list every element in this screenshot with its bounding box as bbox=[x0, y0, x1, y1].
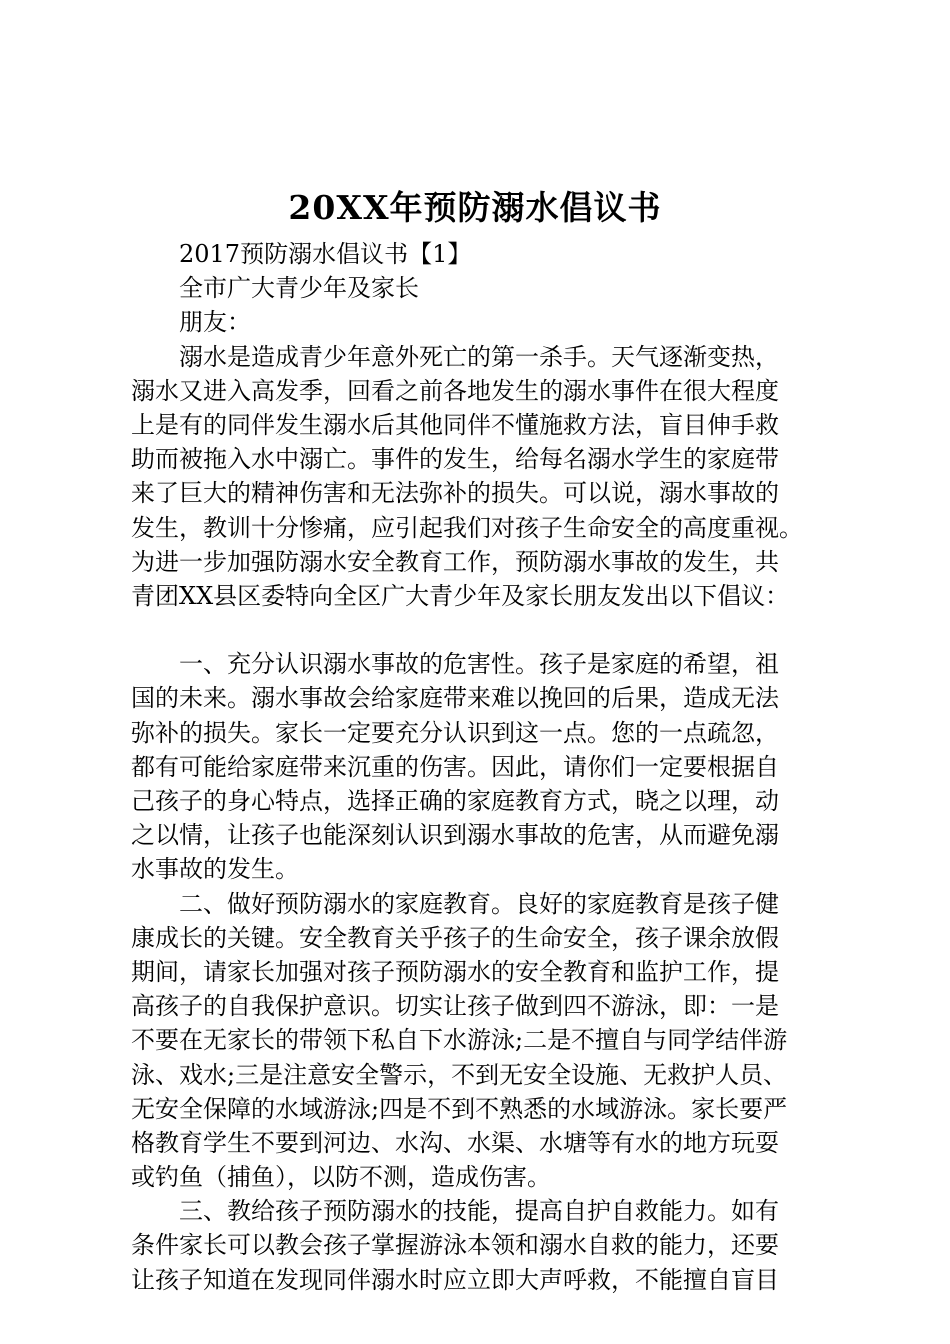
text-line: 朋友： bbox=[179, 308, 251, 337]
document-body bbox=[131, 237, 831, 1297]
text-line: 之以情，让孩子也能深刻认识到溺水事故的危害，从而避免溺 bbox=[131, 821, 779, 850]
text-line: 泳、戏水;三是注意安全警示，不到无安全设施、无救护人员、 bbox=[131, 1060, 788, 1089]
text-line: 全市广大青少年及家长 bbox=[179, 274, 419, 303]
text-line: 水事故的发生。 bbox=[131, 855, 299, 884]
text-line: 一、充分认识溺水事故的危害性。孩子是家庭的希望，祖 bbox=[179, 650, 779, 679]
text-line: 格教育学生不要到河边、水沟、水渠、水塘等有水的地方玩耍 bbox=[131, 1128, 779, 1157]
text-line: 期间，请家长加强对孩子预防溺水的安全教育和监护工作，提 bbox=[131, 957, 779, 986]
text-line: 都有可能给家庭带来沉重的伤害。因此，请你们一定要根据自 bbox=[131, 752, 779, 781]
text-line: 助而被拖入水中溺亡。事件的发生，给每名溺水学生的家庭带 bbox=[131, 445, 779, 474]
text-line: 发生，教训十分惨痛，应引起我们对孩子生命安全的高度重视。 bbox=[131, 513, 803, 542]
text-line: 溺水是造成青少年意外死亡的第一杀手。天气逐渐变热， bbox=[179, 342, 779, 371]
text-line: 二、做好预防溺水的家庭教育。良好的家庭教育是孩子健 bbox=[179, 889, 779, 918]
text-line: 己孩子的身心特点，选择正确的家庭教育方式，晓之以理，动 bbox=[131, 787, 779, 815]
text-line: 不要在无家长的带领下私自下水游泳;二是不擅自与同学结伴游 bbox=[131, 1026, 788, 1055]
text-line: 国的未来。溺水事故会给家庭带来难以挽回的后果，造成无法 bbox=[131, 684, 779, 713]
text-line: 上是有的同伴发生溺水后其他同伴不懂施救方法，盲目伸手救 bbox=[131, 410, 779, 439]
text-line: 让孩子知道在发现同伴溺水时应立即大声呼救，不能擅自盲目 bbox=[131, 1265, 779, 1294]
text-line: 2017预防溺水倡议书【1】 bbox=[179, 240, 472, 268]
text-line: 条件家长可以教会孩子掌握游泳本领和溺水自救的能力，还要 bbox=[131, 1231, 779, 1260]
document-title: 20XX年预防溺水倡议书 bbox=[288, 188, 662, 227]
text-line: 溺水又进入高发季，回看之前各地发生的溺水事件在很大程度 bbox=[131, 376, 779, 405]
text-line: 来了巨大的精神伤害和无法弥补的损失。可以说，溺水事故的 bbox=[131, 479, 779, 508]
text-line: 为进一步加强防溺水安全教育工作，预防溺水事故的发生，共 bbox=[131, 547, 779, 576]
text-line: 弥补的损失。家长一定要充分认识到这一点。您的一点疏忽， bbox=[131, 718, 779, 747]
text-line: 青团XX县区委特向全区广大青少年及家长朋友发出以下倡议： bbox=[131, 581, 790, 610]
text-line: 无安全保障的水域游泳;四是不到不熟悉的水域游泳。家长要严 bbox=[131, 1094, 788, 1123]
text-line: 或钓鱼（捕鱼），以防不测，造成伤害。 bbox=[131, 1163, 551, 1192]
text-line: 康成长的关键。安全教育关乎孩子的生命安全，孩子课余放假 bbox=[131, 923, 779, 952]
text-line: 三、教给孩子预防溺水的技能，提高自护自救能力。如有 bbox=[179, 1197, 779, 1226]
paragraph-gap bbox=[131, 613, 831, 647]
text-line: 高孩子的自我保护意识。切实让孩子做到四不游泳，即：一是 bbox=[131, 992, 779, 1021]
